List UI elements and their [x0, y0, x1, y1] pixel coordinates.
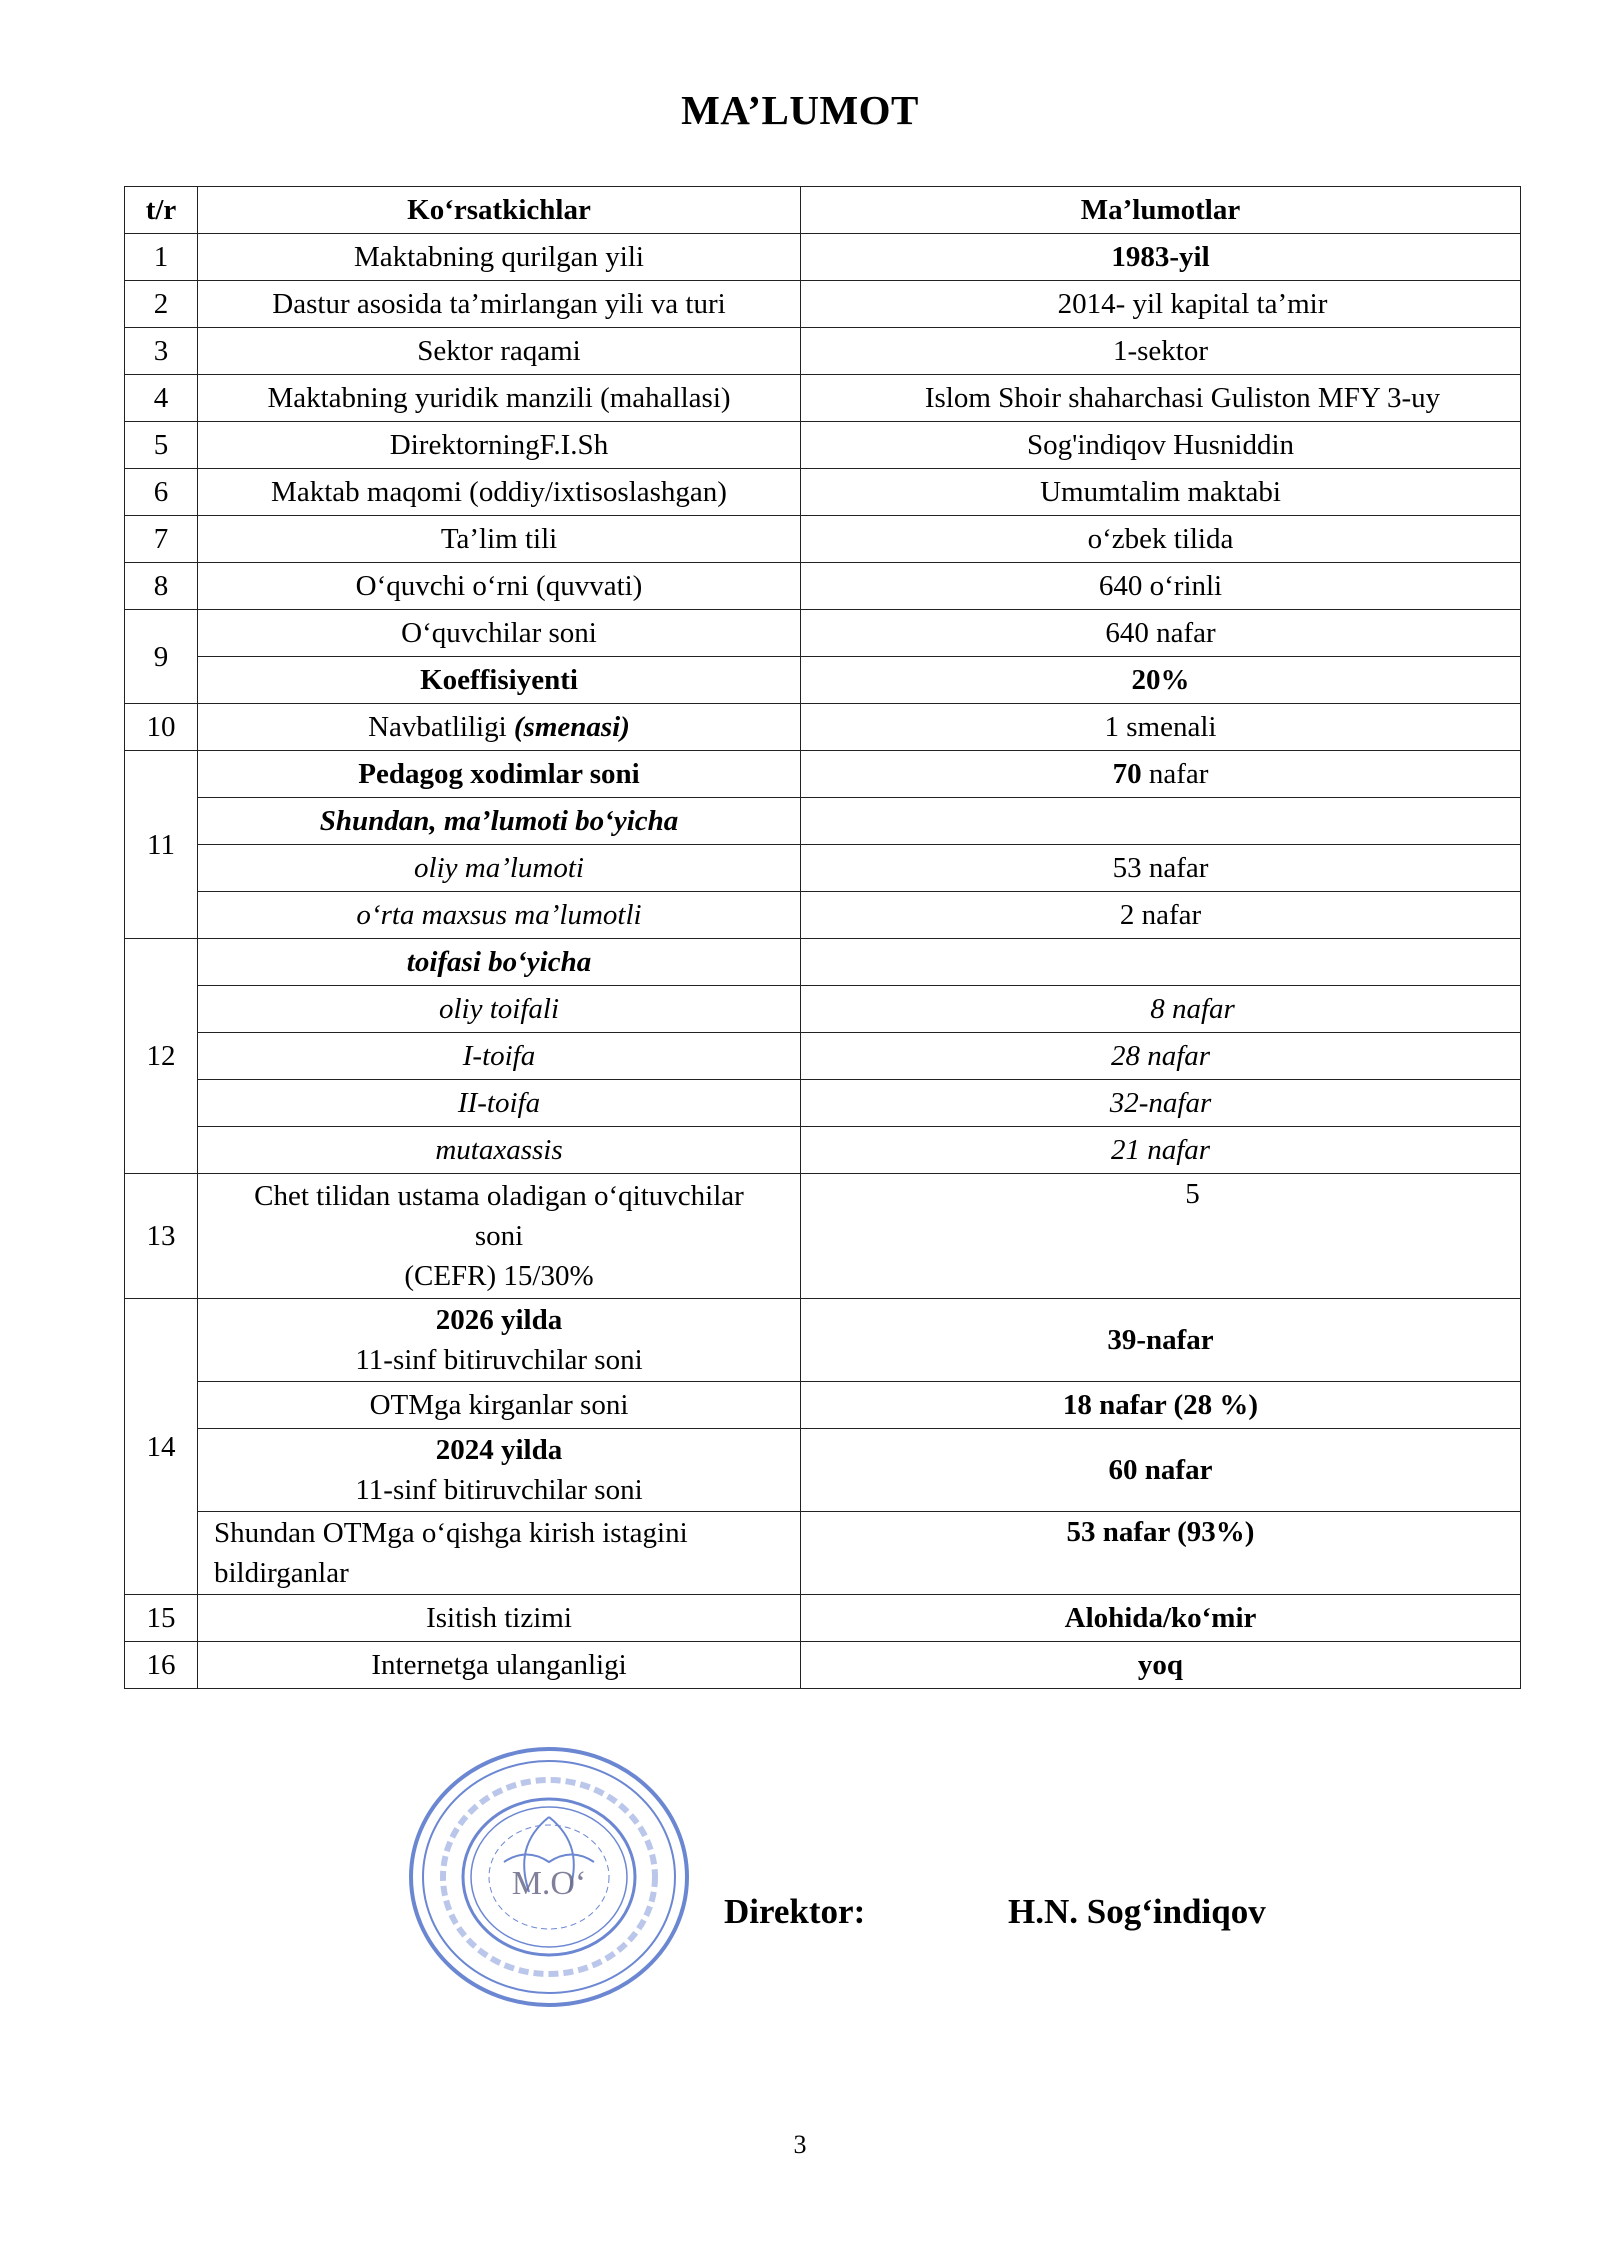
row-number: 7 — [125, 516, 198, 563]
signature-label: Direktor: — [724, 1892, 866, 1931]
row-value: 2 nafar — [801, 892, 1521, 939]
table-row — [125, 375, 1521, 422]
row-label — [198, 1512, 801, 1595]
row-value — [801, 798, 1521, 845]
row-value: 8 nafar — [801, 986, 1521, 1033]
row-number: 14 — [125, 1299, 198, 1595]
row-value: yoq — [801, 1642, 1521, 1689]
row-value: 640 nafar — [801, 610, 1521, 657]
table-row — [125, 1080, 1521, 1127]
row-subheading: toifasi bo‘yicha — [198, 939, 801, 986]
table-row — [125, 328, 1521, 375]
document-title: MA’LUMOT — [681, 87, 919, 133]
table-row — [125, 1174, 1521, 1299]
info-table — [124, 186, 1521, 1689]
row-number: 12 — [125, 939, 198, 1174]
row-value: 39-nafar — [801, 1299, 1521, 1382]
table-row — [125, 751, 1521, 798]
table-row — [125, 516, 1521, 563]
row-label-emphasis: (smenasi) — [513, 711, 630, 743]
row-label: Maktab maqomi (oddiy/ixtisoslashgan) — [198, 469, 801, 516]
row-value: 640 o‘rinli — [801, 563, 1521, 610]
stamp-center-text: M.O‘ — [511, 1865, 587, 1902]
header-num: t/r — [125, 187, 198, 234]
row-label: oliy toifali — [198, 986, 801, 1033]
row-value: 28 nafar — [801, 1033, 1521, 1080]
row-label: Koeffisiyenti — [198, 657, 801, 704]
table-row — [125, 892, 1521, 939]
row-label-line: Shundan OTMga o‘qishga kirish istagini — [214, 1517, 688, 1549]
row-value: 53 nafar — [801, 845, 1521, 892]
row-number: 13 — [125, 1174, 198, 1299]
header-data: Ma’lumotlar — [801, 187, 1521, 234]
header-indicators: Ko‘rsatkichlar — [198, 187, 801, 234]
row-label: Maktabning qurilgan yili — [198, 234, 801, 281]
row-value: Umumtalim maktabi — [801, 469, 1521, 516]
row-label — [198, 704, 801, 751]
row-label: Internetga ulanganligi — [198, 1642, 801, 1689]
row-value: 2014- yil kapital ta’mir — [801, 281, 1521, 328]
row-number: 4 — [125, 375, 198, 422]
table-row — [125, 1299, 1521, 1382]
row-value: 18 nafar (28 %) — [801, 1382, 1521, 1429]
row-number: 6 — [125, 469, 198, 516]
row-label: OTMga kirganlar soni — [198, 1382, 801, 1429]
table-row — [125, 1127, 1521, 1174]
row-subheading: Shundan, ma’lumoti bo‘yicha — [198, 798, 801, 845]
table-row — [125, 1512, 1521, 1595]
row-value: 5 — [801, 1174, 1521, 1299]
row-value: 21 nafar — [801, 1127, 1521, 1174]
row-number: 3 — [125, 328, 198, 375]
row-value: o‘zbek tilida — [801, 516, 1521, 563]
row-label — [198, 1429, 801, 1512]
row-label — [198, 1174, 801, 1299]
row-number: 16 — [125, 1642, 198, 1689]
row-label-line: 11-sinf bitiruvchilar soni — [355, 1344, 643, 1376]
row-label: Ta’lim tili — [198, 516, 801, 563]
table-row — [125, 563, 1521, 610]
table-row — [125, 281, 1521, 328]
row-label: O‘quvchi o‘rni (quvvati) — [198, 563, 801, 610]
row-value: 32-nafar — [801, 1080, 1521, 1127]
table-row — [125, 1595, 1521, 1642]
table-row — [125, 234, 1521, 281]
table-row — [125, 469, 1521, 516]
row-number: 11 — [125, 751, 198, 939]
table-row — [125, 1429, 1521, 1512]
row-number: 2 — [125, 281, 198, 328]
table-row — [125, 1382, 1521, 1429]
table-row — [125, 939, 1521, 986]
table-row — [125, 798, 1521, 845]
row-number: 9 — [125, 610, 198, 704]
row-label: Maktabning yuridik manzili (mahallasi) — [198, 375, 801, 422]
row-label-line: 11-sinf bitiruvchilar soni — [355, 1474, 643, 1506]
page-number: 3 — [793, 2130, 807, 2159]
row-number: 5 — [125, 422, 198, 469]
row-value: 1-sektor — [801, 328, 1521, 375]
table-row — [125, 1033, 1521, 1080]
row-value: 53 nafar (93%) — [801, 1512, 1521, 1595]
table-row — [125, 704, 1521, 751]
row-value — [801, 751, 1521, 798]
row-label-text: Navbatliligi — [368, 711, 507, 743]
row-label: I-toifa — [198, 1033, 801, 1080]
row-number: 10 — [125, 704, 198, 751]
row-number: 1 — [125, 234, 198, 281]
row-label: Dastur asosida ta’mirlangan yili va turi — [198, 281, 801, 328]
row-label-line: (CEFR) 15/30% — [404, 1260, 594, 1292]
row-label: II-toifa — [198, 1080, 801, 1127]
official-stamp — [404, 1742, 694, 2012]
table-row — [125, 657, 1521, 704]
row-label — [198, 1299, 801, 1382]
row-value: 60 nafar — [801, 1429, 1521, 1512]
table-row — [125, 422, 1521, 469]
row-label: Isitish tizimi — [198, 1595, 801, 1642]
row-value: 1 smenali — [801, 704, 1521, 751]
row-label-year: 2026 yilda — [435, 1304, 563, 1336]
row-label: mutaxassis — [198, 1127, 801, 1174]
row-label: oliy ma’lumoti — [198, 845, 801, 892]
row-value: Islom Shoir shaharchasi Guliston MFY 3-uy — [801, 375, 1521, 422]
row-value: Sog'indiqov Husniddin — [801, 422, 1521, 469]
row-label: O‘quvchilar soni — [198, 610, 801, 657]
row-label: Pedagog xodimlar soni — [198, 751, 801, 798]
table-row — [125, 610, 1521, 657]
row-label-line: soni — [474, 1220, 524, 1252]
row-value: 20% — [801, 657, 1521, 704]
table-row — [125, 845, 1521, 892]
row-number: 8 — [125, 563, 198, 610]
row-value — [801, 939, 1521, 986]
row-label: Sektor raqami — [198, 328, 801, 375]
row-label-line: bildirganlar — [214, 1557, 349, 1589]
row-number: 15 — [125, 1595, 198, 1642]
row-label: DirektorningF.I.Sh — [198, 422, 801, 469]
table-row — [125, 1642, 1521, 1689]
signature-name: H.N. Sog‘indiqov — [1008, 1892, 1266, 1931]
row-value-unit: nafar — [1141, 758, 1209, 790]
row-value-number: 70 — [1112, 758, 1142, 790]
row-value: 1983-yil — [801, 234, 1521, 281]
row-label-line: Chet tilidan ustama oladigan o‘qituvchilar — [254, 1180, 744, 1212]
row-value: Alohida/ko‘mir — [801, 1595, 1521, 1642]
row-label-year: 2024 yilda — [435, 1434, 563, 1466]
table-header-row — [125, 187, 1521, 234]
table-row — [125, 986, 1521, 1033]
row-label: o‘rta maxsus ma’lumotli — [198, 892, 801, 939]
